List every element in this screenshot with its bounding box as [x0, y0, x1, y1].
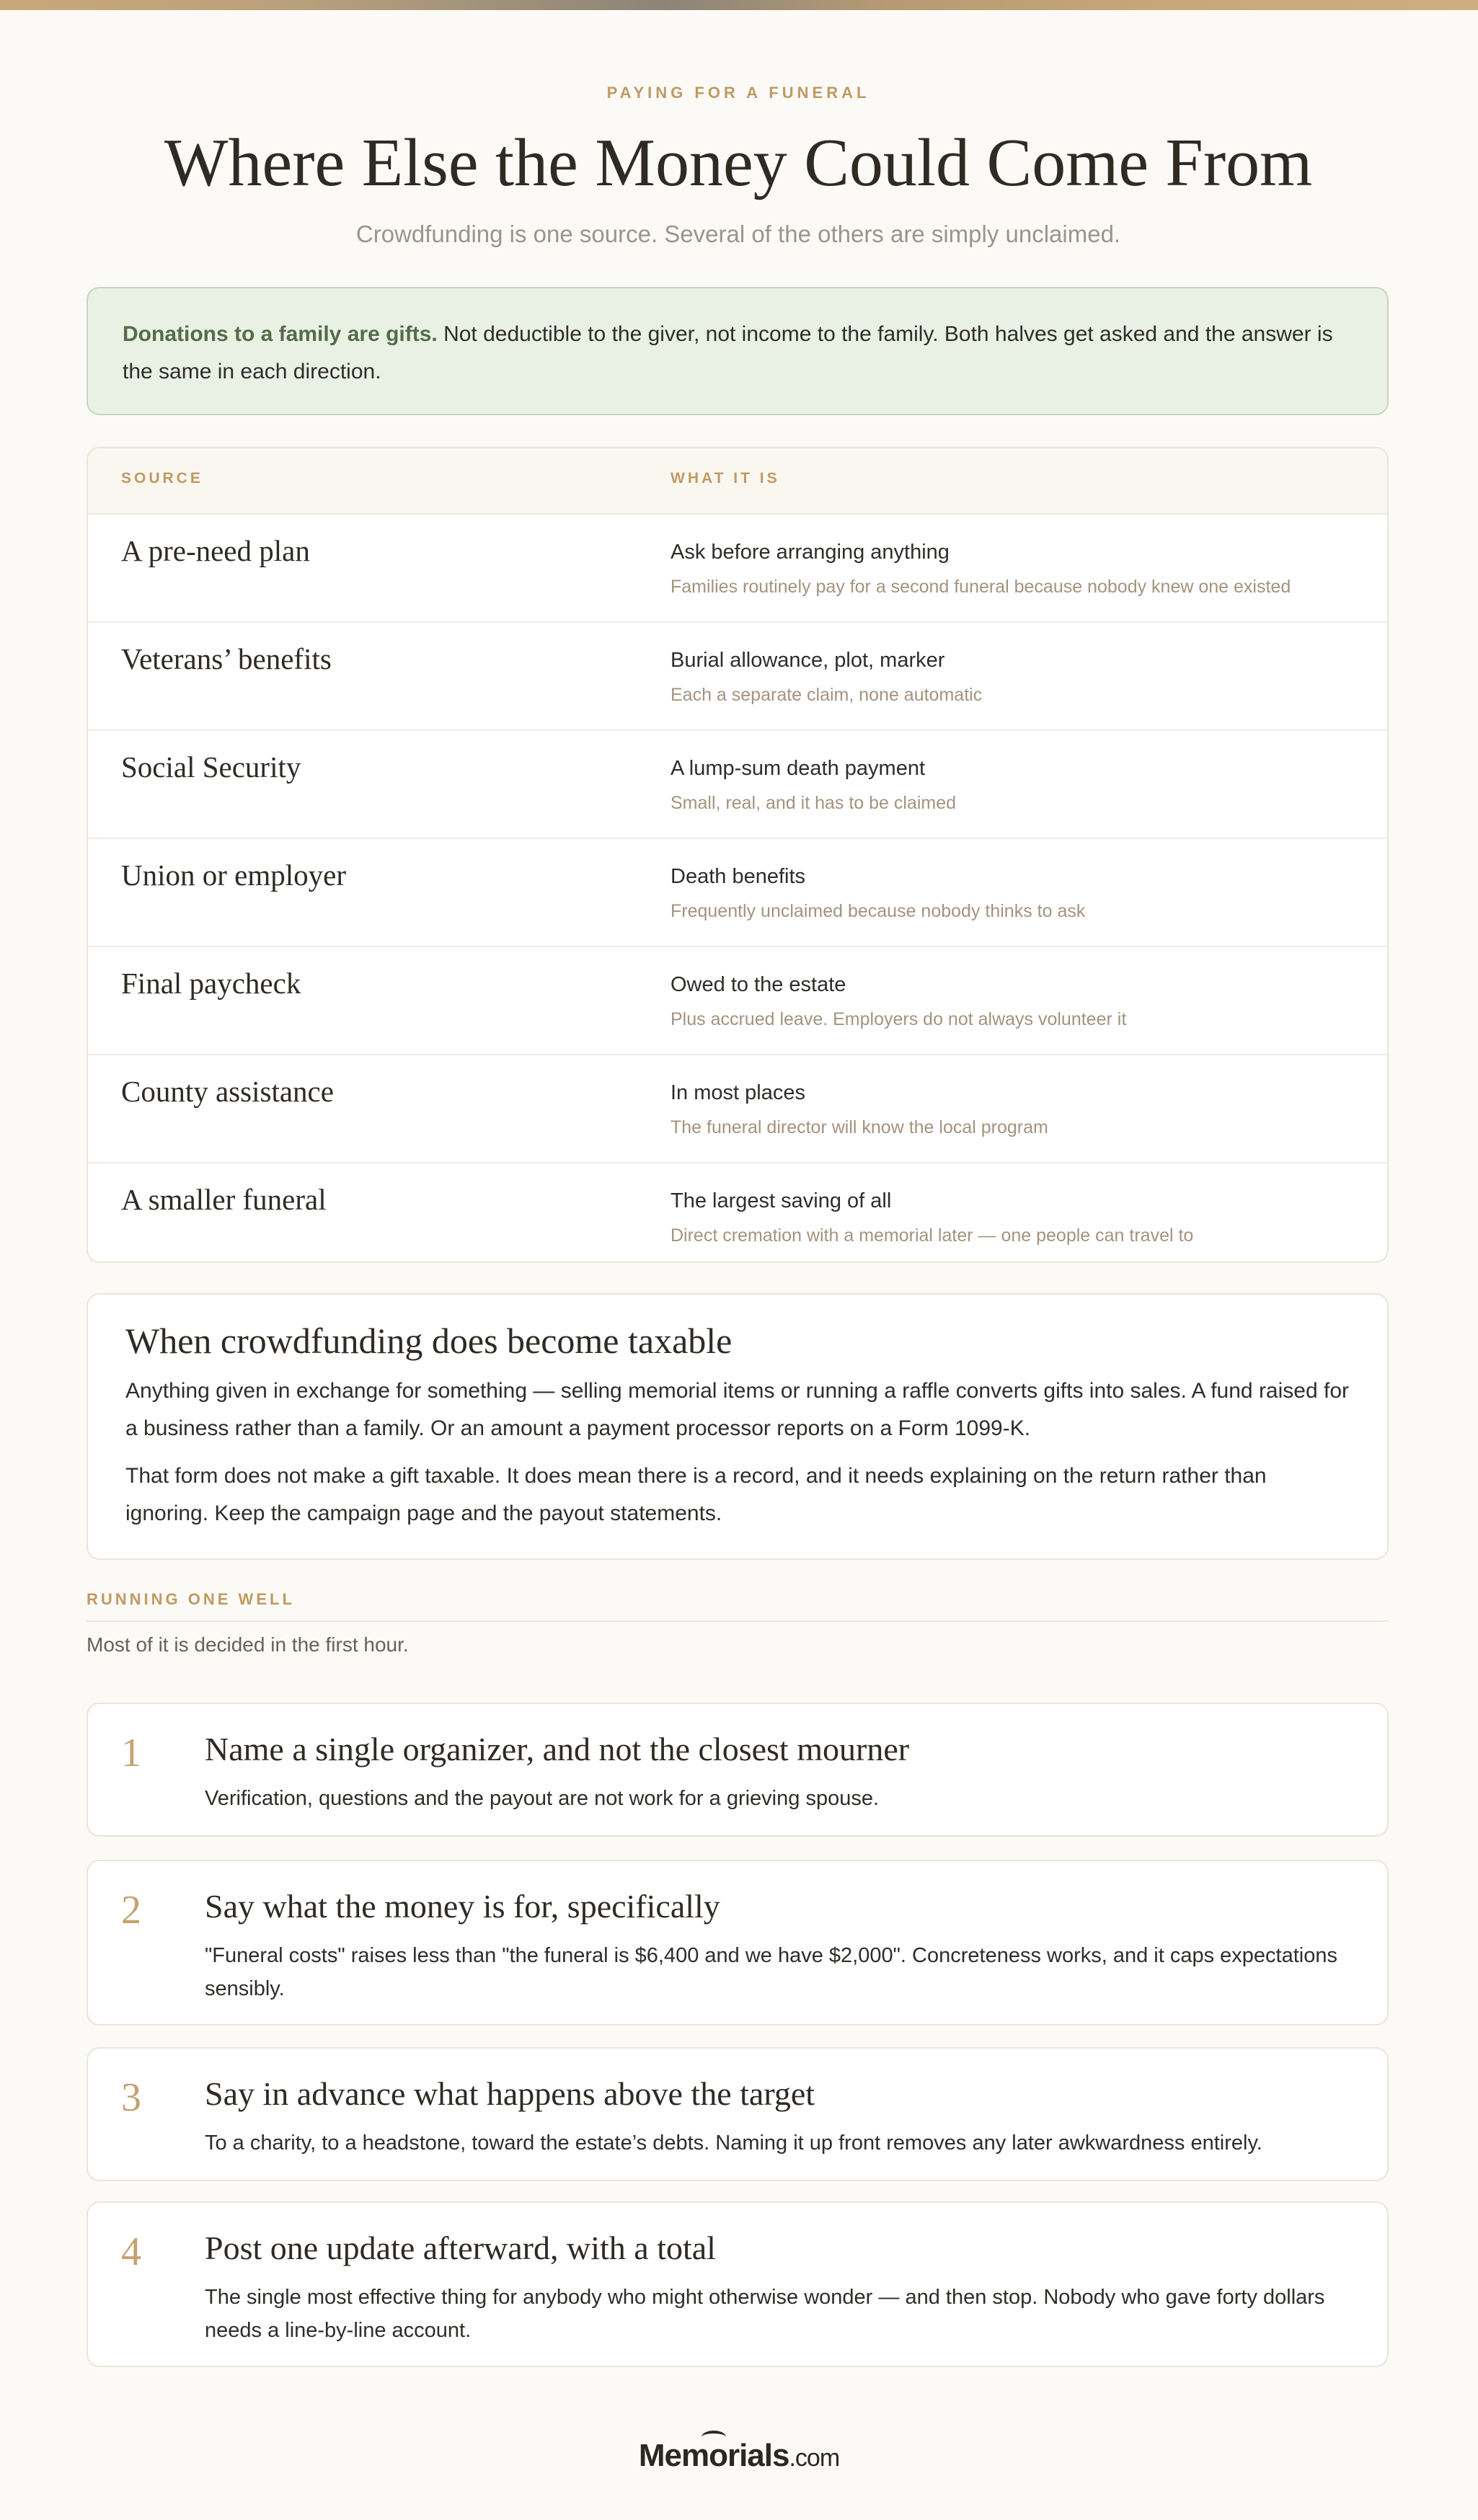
step-description: To a charity, to a headstone, toward the estate’s debts. Naming it up front removes any later awkwardness entirely. — [205, 2131, 1262, 2155]
row-note: The funeral director will know the local program — [671, 1117, 1048, 1137]
step-description: The single most effective thing for anybody who might otherwise wonder — and then stop. Nobody who gave forty dollars needs a line-by-line account. — [205, 2286, 1325, 2342]
table-row — [88, 623, 1387, 731]
funding-sources-table — [87, 447, 1389, 1263]
table-row — [88, 731, 1387, 839]
taxable-paragraph-2: That form does not make a gift taxable. It does mean there is a record, and it needs explaining on the return rather than ignoring. Keep the campaign page and the payout statements. — [125, 1464, 1267, 1525]
step-title: Name a single organizer, and not the closest mourner — [205, 1731, 910, 1767]
logo-wordmark — [639, 2438, 789, 2474]
table-row — [88, 1055, 1387, 1163]
row-what: Owed to the estate — [671, 973, 846, 996]
row-what: Ask before arranging anything — [671, 541, 950, 564]
callout-text: Not deductible to the giver, not income to the family. Both halves get asked and the answer is the same in each direction. — [123, 322, 1333, 383]
page-title: Where Else the Money Could Come From — [164, 125, 1313, 200]
column-header-source: SOURCE — [121, 470, 203, 487]
row-source: A smaller funeral — [121, 1183, 327, 1216]
table-row — [88, 1163, 1387, 1263]
taxable-card — [87, 1293, 1389, 1560]
step-card — [87, 1703, 1389, 1837]
step-number: 3 — [121, 2075, 141, 2120]
logo-main: Memorials — [638, 2438, 789, 2473]
section-note: Most of it is decided in the first hour. — [87, 1633, 409, 1656]
table-row — [88, 515, 1387, 623]
row-note: Direct cremation with a memorial later — one people can travel to — [671, 1225, 1194, 1246]
table-row — [88, 947, 1387, 1055]
step-card — [87, 2047, 1389, 2181]
row-source: A pre-need plan — [121, 534, 310, 567]
step-description: "Funeral costs" raises less than "the funeral is $6,400 and we have $2,000". Concreteness works, and it caps expectations sensibly. — [205, 1944, 1337, 2000]
row-source: Social Security — [121, 750, 301, 784]
step-title: Say what the money is for, specifically — [205, 1888, 720, 1925]
callout-strong: Donations to a family are gifts. — [123, 322, 438, 346]
step-title: Post one update afterward, with a total — [205, 2230, 716, 2266]
row-note: Each a separate claim, none automatic — [671, 685, 983, 705]
row-what: In most places — [671, 1081, 805, 1104]
step-number: 2 — [121, 1888, 141, 1933]
row-note: Families routinely pay for a second funeral because nobody knew one existed — [671, 577, 1291, 597]
row-what: The largest saving of all — [671, 1189, 892, 1212]
row-what: A lump-sum death payment — [671, 757, 926, 780]
row-source: Veterans’ benefits — [121, 642, 332, 675]
eyebrow: PAYING FOR A FUNERAL — [606, 84, 870, 102]
row-source: County assistance — [121, 1075, 334, 1108]
column-header-what: WHAT IT IS — [671, 470, 780, 487]
table-header — [88, 448, 1387, 515]
step-number: 4 — [121, 2230, 141, 2274]
arch-icon — [702, 2431, 726, 2444]
step-card — [87, 2201, 1389, 2367]
table-row — [88, 839, 1387, 947]
taxable-paragraph-1: Anything given in exchange for something — selling memorial items or running a raffle converts gifts into sales. A fund raised for a business rather than a family. Or an amount a payment processor reports on a Form 1099-K. — [125, 1379, 1349, 1440]
memorials-logo[interactable] — [0, 2438, 1478, 2474]
row-what: Burial allowance, plot, marker — [671, 649, 945, 672]
row-note: Plus accrued leave. Employers do not always volunteer it — [671, 1009, 1127, 1029]
row-note: Frequently unclaimed because nobody thinks to ask — [671, 901, 1086, 921]
row-source: Union or employer — [121, 859, 346, 892]
step-card — [87, 1860, 1389, 2026]
top-accent-bar — [0, 0, 1478, 10]
row-source: Final paycheck — [121, 967, 301, 1000]
page-subtitle: Crowdfunding is one source. Several of the others are simply unclaimed. — [355, 221, 1121, 247]
section-label: RUNNING ONE WELL — [87, 1590, 1389, 1622]
step-title: Say in advance what happens above the target — [205, 2075, 815, 2112]
taxable-heading: When crowdfunding does become taxable — [125, 1321, 733, 1361]
row-what: Death benefits — [671, 865, 806, 888]
logo-suffix: .com — [789, 2444, 840, 2472]
step-number: 1 — [121, 1731, 141, 1775]
row-note: Small, real, and it has to be claimed — [671, 793, 957, 813]
step-description: Verification, questions and the payout are not work for a grieving spouse. — [205, 1787, 880, 1810]
gift-callout — [87, 287, 1389, 415]
